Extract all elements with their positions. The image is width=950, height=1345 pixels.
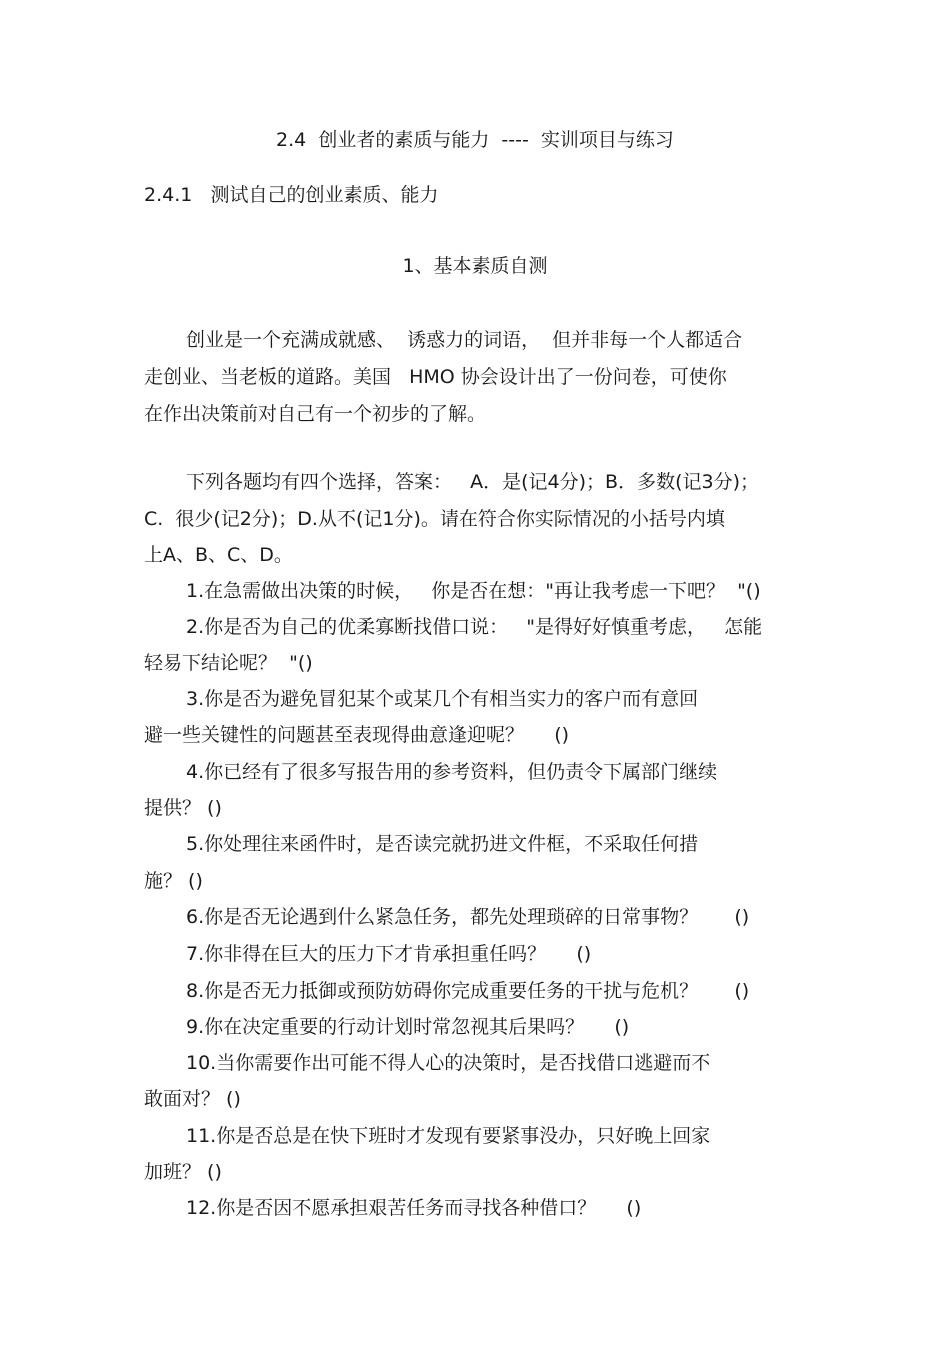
question-line: 4.你已经有了很多写报告用的参考资料，但仍责令下属部门继续 bbox=[186, 761, 718, 783]
section-heading: 2.4.1 测试自己的创业素质、能力 bbox=[144, 184, 439, 206]
question-line: 9.你在决定重要的行动计划时常忽视其后果吗？ () bbox=[186, 1016, 630, 1038]
question-line: 5.你处理往来函件时，是否读完就扔进文件框，不采取任何措 bbox=[186, 833, 699, 855]
instruction-line: 下列各题均有四个选择，答案： A．是(记4分)；B．多数(记3分)； bbox=[186, 471, 759, 493]
question-line: 8.你是否无力抵御或预防妨碍你完成重要任务的干扰与危机？ () bbox=[186, 980, 750, 1002]
question-line: 2.你是否为自己的优柔寡断找借口说： "是得好好慎重考虑， 怎能 bbox=[186, 616, 763, 638]
question-line: 6.你是否无论遇到什么紧急任务，都先处理琐碎的日常事物？ () bbox=[186, 906, 750, 928]
question-line: 加班？ () bbox=[144, 1161, 222, 1183]
question-line: 1.在急需做出决策的时候， 你是否在想："再让我考虑一下吧？ "() bbox=[186, 580, 761, 602]
question-line: 提供？ () bbox=[144, 797, 222, 819]
question-line: 敢面对？ () bbox=[144, 1088, 241, 1110]
intro-line: 走创业、当老板的道路。美国 HMO 协会设计出了一份问卷，可使你 bbox=[144, 366, 727, 388]
question-line: 3.你是否为避免冒犯某个或某几个有相当实力的客户而有意回 bbox=[186, 688, 699, 710]
question-line: 7.你非得在巨大的压力下才肯承担重任吗？ () bbox=[186, 943, 592, 965]
question-line: 11.你是否总是在快下班时才发现有要紧事没办，只好晚上回家 bbox=[186, 1125, 711, 1147]
instruction-line: C. 很少(记2分)；D.从不(记1分)。请在符合你实际情况的小括号内填 bbox=[144, 508, 725, 530]
question-line: 10.当你需要作出可能不得人心的决策时，是否找借口逃避而不 bbox=[186, 1052, 711, 1074]
question-line: 避一些关键性的问题甚至表现得曲意逢迎呢？ () bbox=[144, 724, 570, 746]
question-line: 施？ () bbox=[144, 870, 203, 892]
intro-line: 创业是一个充满成就感、 诱惑力的词语， 但并非每一个人都适合 bbox=[186, 329, 743, 351]
instruction-line: 上A、B、C、D。 bbox=[144, 544, 293, 566]
intro-line: 在作出决策前对自己有一个初步的了解。 bbox=[144, 403, 487, 425]
subsection-heading: 1、基本素质自测 bbox=[402, 255, 548, 277]
question-line: 12.你是否因不愿承担艰苦任务而寻找各种借口？ () bbox=[186, 1197, 642, 1219]
page-title: 2.4 创业者的素质与能力 ---- 实训项目与练习 bbox=[276, 129, 674, 151]
question-line: 轻易下结论呢？ "() bbox=[144, 652, 313, 674]
